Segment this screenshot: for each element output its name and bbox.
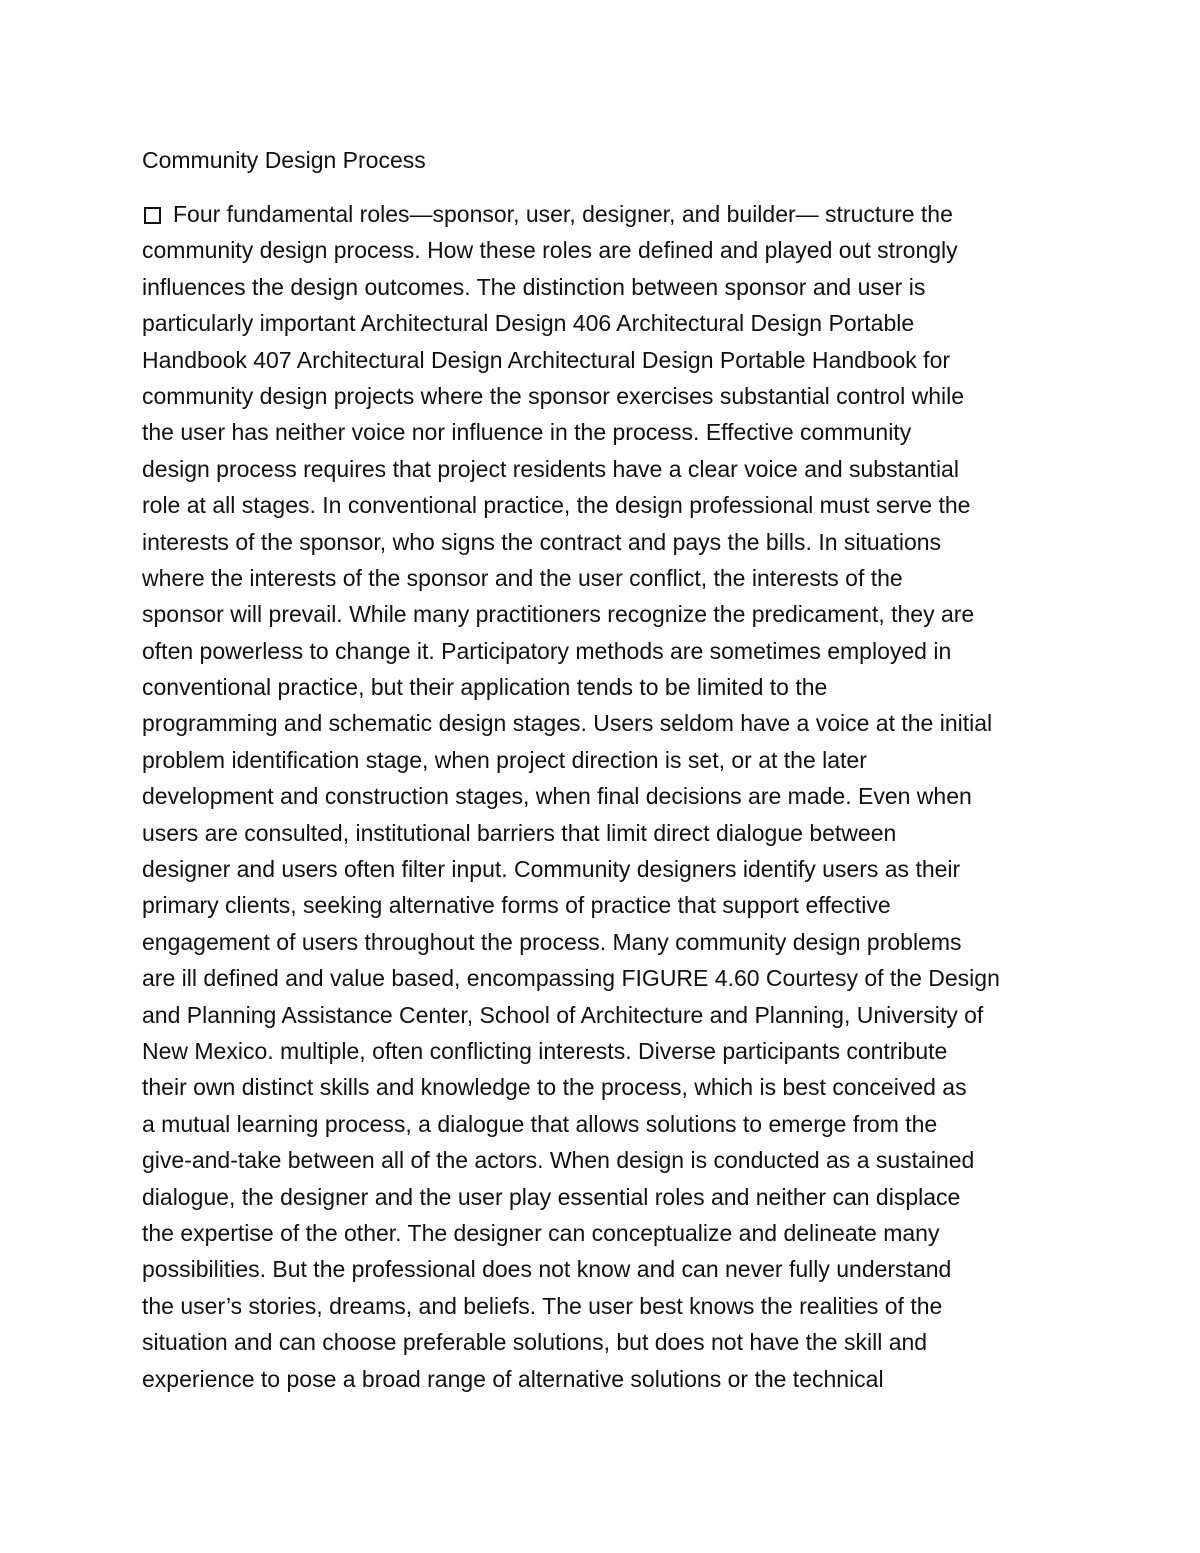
- checkbox-bullet-icon: [144, 207, 161, 224]
- text-line: interests of the sponsor, who signs the contract and pays the bills. In situations: [142, 528, 942, 555]
- text-line: particularly important Architectural Design 406 Architectural Design Portable: [142, 310, 915, 337]
- text-line: sponsor will prevail. While many practitioners recognize the predicament, they are: [142, 601, 975, 628]
- text-line: a mutual learning process, a dialogue that allows solutions to emerge from the: [142, 1110, 938, 1137]
- text-line: often powerless to change it. Participatory methods are sometimes employed in: [142, 637, 952, 664]
- text-line: influences the design outcomes. The distinction between sponsor and user is: [142, 273, 926, 300]
- text-line: designer and users often filter input. Community designers identify users as their: [142, 856, 961, 883]
- text-line: dialogue, the designer and the user play essential roles and neither can displace: [142, 1183, 961, 1210]
- body-paragraph: [142, 196, 1077, 1397]
- text-line: problem identification stage, when project direction is set, or at the later: [142, 746, 867, 773]
- text-line: engagement of users throughout the process. Many community design problems: [142, 928, 962, 955]
- text-line: New Mexico. multiple, often conflicting interests. Diverse participants contribute: [142, 1037, 948, 1064]
- text-line: conventional practice, but their application tends to be limited to the: [142, 674, 828, 701]
- text-line: role at all stages. In conventional practice, the design professional must serve the: [142, 492, 971, 519]
- text-line: situation and can choose preferable solutions, but does not have the skill and: [142, 1329, 928, 1356]
- text-line: give-and-take between all of the actors. When design is conducted as a sustained: [142, 1147, 975, 1174]
- text-line: Handbook 407 Architectural Design Architectural Design Portable Handbook for: [142, 346, 951, 373]
- text-line: community design projects where the sponsor exercises substantial control while: [142, 382, 965, 409]
- text-line: community design process. How these roles are defined and played out strongly: [142, 237, 958, 264]
- text-line: the user’s stories, dreams, and beliefs. The user best knows the realities of the: [142, 1292, 943, 1319]
- text-line: possibilities. But the professional does not know and can never fully understand: [142, 1256, 952, 1283]
- text-line: where the interests of the sponsor and the user conflict, the interests of the: [142, 564, 903, 591]
- text-line: primary clients, seeking alternative forms of practice that support effective: [142, 892, 891, 919]
- text-line: programming and schematic design stages. Users seldom have a voice at the initial: [142, 710, 993, 737]
- text-line: [142, 196, 1077, 232]
- text-line: and Planning Assistance Center, School of Architecture and Planning, University of: [142, 1001, 984, 1028]
- text-line: the expertise of the other. The designer can conceptualize and delineate many: [142, 1219, 940, 1246]
- text-line: development and construction stages, when final decisions are made. Even when: [142, 783, 972, 810]
- text-line: the user has neither voice nor influence in the process. Effective community: [142, 419, 912, 446]
- text-line: design process requires that project residents have a clear voice and substantial: [142, 455, 959, 482]
- text-line: users are consulted, institutional barriers that limit direct dialogue between: [142, 819, 897, 846]
- page-title: Community Design Process: [142, 147, 426, 173]
- text-line: are ill defined and value based, encompassing FIGURE 4.60 Courtesy of the Design: [142, 965, 1000, 992]
- text-line-content: Four fundamental roles—sponsor, user, designer, and builder— structure the: [173, 201, 953, 227]
- text-line: experience to pose a broad range of alternative solutions or the technical: [142, 1365, 884, 1392]
- text-line: their own distinct skills and knowledge to the process, which is best conceived as: [142, 1074, 967, 1101]
